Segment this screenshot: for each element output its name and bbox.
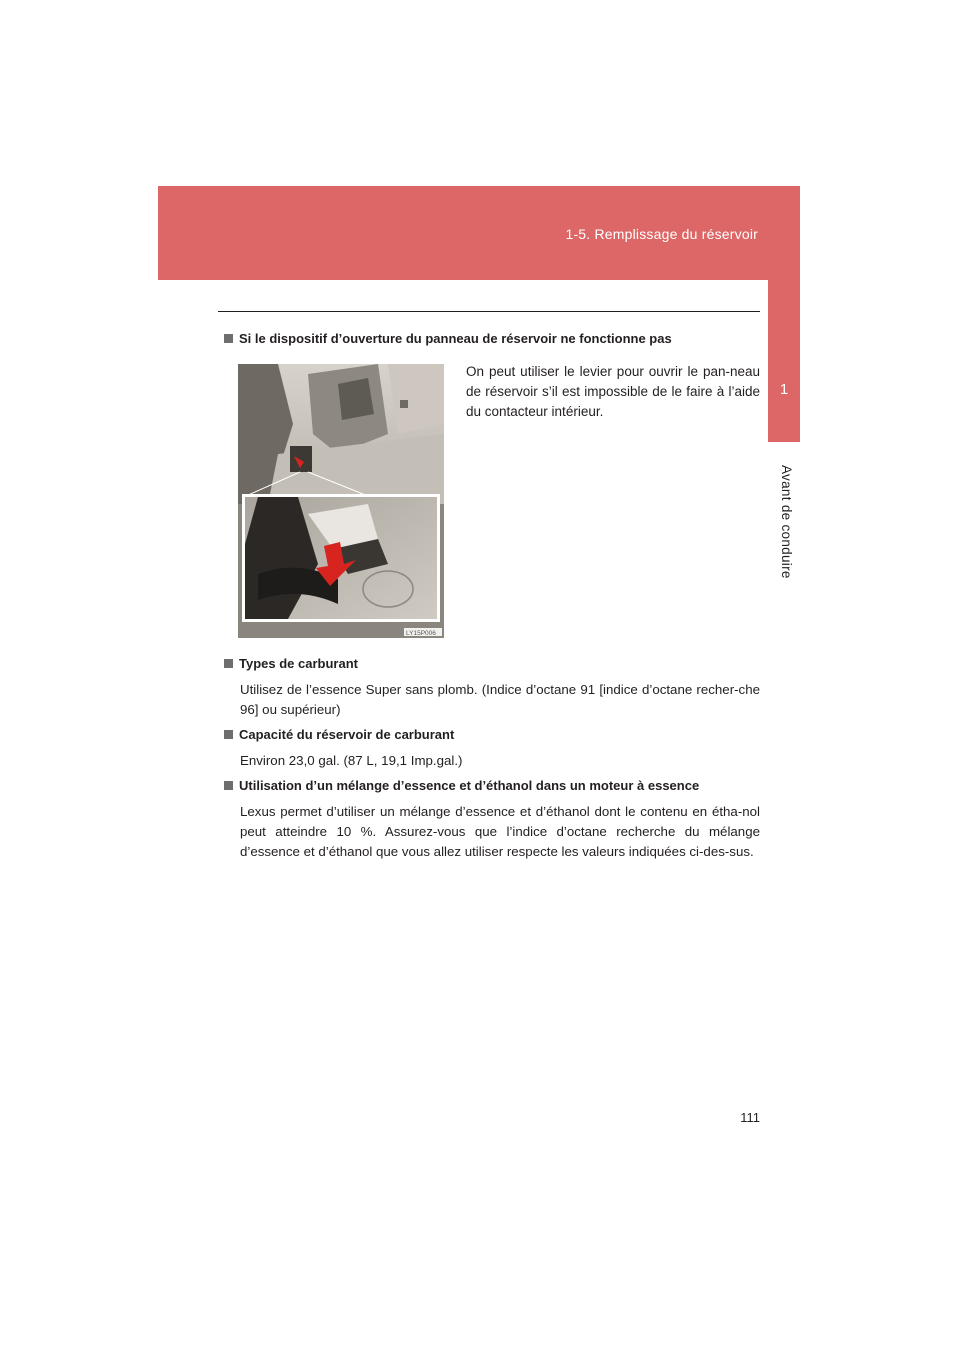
square-bullet-icon xyxy=(224,659,233,668)
header-band xyxy=(158,186,800,280)
figure-code: LY15P006 xyxy=(406,630,436,637)
heading-text: Types de carburant xyxy=(239,656,358,671)
section-heading xyxy=(224,727,454,742)
chapter-number: 1 xyxy=(779,381,789,398)
fuel-door-lever-illustration xyxy=(238,364,444,638)
page-number: 111 xyxy=(740,1110,760,1125)
square-bullet-icon xyxy=(224,334,233,343)
heading-text: Utilisation d’un mélange d’essence et d’éthanol dans un moteur à essence xyxy=(239,778,700,793)
square-bullet-icon xyxy=(224,781,233,790)
section-heading xyxy=(224,331,672,346)
section-heading xyxy=(224,778,699,793)
square-bullet-icon xyxy=(224,730,233,739)
chapter-tab xyxy=(768,280,800,442)
heading-text: Capacité du réservoir de carburant xyxy=(239,727,455,742)
fuel-door-lever-text: On peut utiliser le levier pour ouvrir le pan-neau de réservoir s’il est impossible de le faire à l’aide du contacteur intérieur. xyxy=(466,364,760,419)
chapter-label: Avant de conduire xyxy=(779,465,794,579)
fuel-type-text: Utilisez de l’essence Super sans plomb. (Indice d’octane 91 [indice d’octane recher-che 96] ou supérieur) xyxy=(240,682,760,717)
ethanol-blend-text: Lexus permet d’utiliser un mélange d’essence et d’éthanol dont le contenu en étha-nol peut atteindre 10 %. Assurez-vous que l’indice d’octane recherche du mélange d’essence et d’éthanol que vous allez utiliser respecte les valeurs indiquées ci-des-sus. xyxy=(240,804,760,859)
heading-text: Si le dispositif d’ouverture du panneau de réservoir ne fonctionne pas xyxy=(239,331,672,346)
header-rule xyxy=(218,311,760,312)
section-title: 1-5. Remplissage du réservoir xyxy=(565,226,758,242)
section-heading xyxy=(224,656,358,671)
fuel-capacity-text: Environ 23,0 gal. (87 L, 19,1 Imp.gal.) xyxy=(240,753,463,768)
